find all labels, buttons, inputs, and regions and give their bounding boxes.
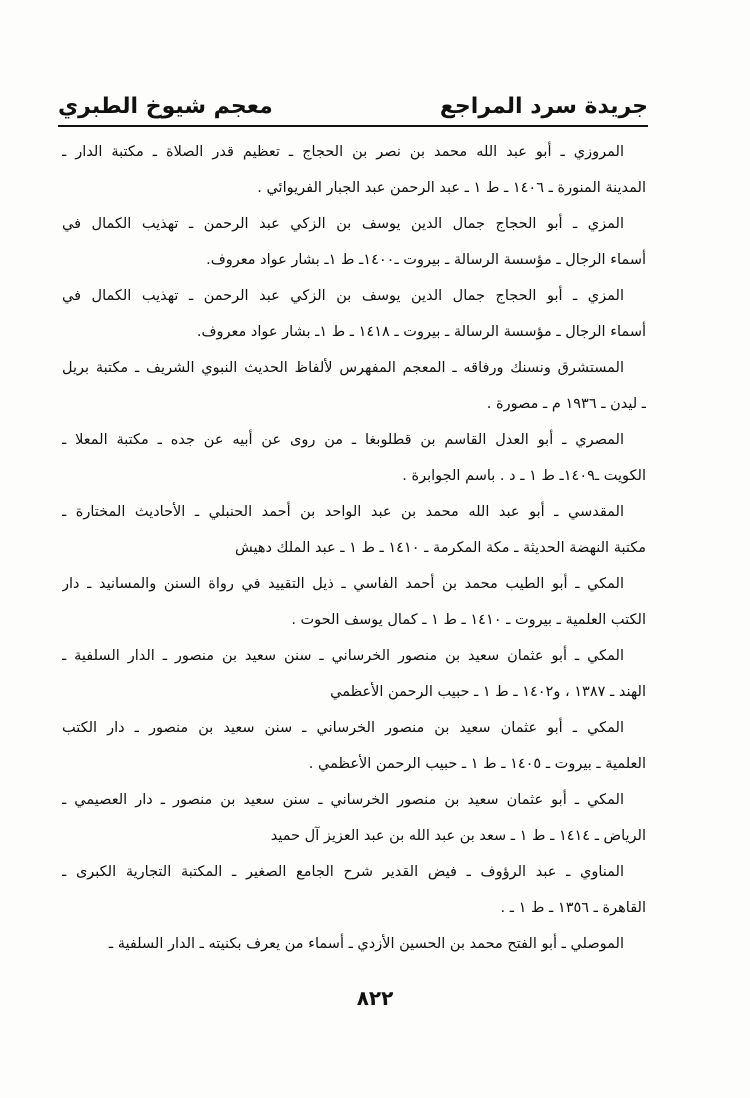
reference-line: الهند ـ ١٣٨٧ ، و١٤٠٢ ـ ط ١ ـ حبيب الرحمن الأعظمي [330, 684, 646, 700]
running-title-right: جريدة سرد المراجع [439, 94, 648, 119]
reference-line: مكتبة النهضة الحديثة ـ مكة المكرمة ـ ١٤١٠ ـ ط ١ ـ عبد الملك دهيش [234, 540, 646, 556]
page-header [58, 82, 648, 126]
reference-entry [62, 134, 646, 206]
reference-line-first: المكي ـ أبو عثمان سعيد بن منصور الخرساني ـ سنن سعيد بن منصور ـ الدار السلفية ـ [62, 648, 624, 664]
reference-line: القاهرة ـ ١٣٥٦ ـ ط ١ ـ . [500, 900, 646, 916]
reference-line-first: المستشرق ونسنك ورفاقه ـ المعجم المفهرس لألفاظ الحديث النبوي الشريف ـ مكتبة بريل [62, 360, 624, 376]
reference-entry [62, 710, 646, 782]
reference-line: المدينة المنورة ـ ١٤٠٦ ـ ط ١ ـ عبد الرحمن عبد الجبار الفريوائي . [257, 180, 646, 196]
reference-entry [62, 278, 646, 350]
reference-entry [62, 854, 646, 926]
reference-entry [62, 206, 646, 278]
reference-line-first: المقدسي ـ أبو عبد الله محمد بن عبد الواحد بن أحمد الحنبلي ـ الأحاديث المختارة ـ [62, 504, 624, 520]
reference-line: الكويت ـ١٤٠٩ـ ط ١ ـ د . باسم الجوابرة . [402, 468, 646, 484]
reference-line-first: المروزي ـ أبو عبد الله محمد بن نصر بن الحجاج ـ تعظيم قدر الصلاة ـ مكتبة الدار ـ [62, 144, 624, 160]
reference-line: العلمية ـ بيروت ـ ١٤٠٥ ـ ط ١ ـ حبيب الرحمن الأعظمي . [308, 756, 646, 772]
reference-line-first: المكي ـ أبو عثمان سعيد بن منصور الخرساني ـ سنن سعيد بن منصور ـ دار الكتب [62, 720, 624, 736]
reference-line: ـ ليدن ـ ١٩٣٦ م ـ مصورة . [486, 396, 646, 412]
reference-line: الكتب العلمية ـ بيروت ـ ١٤١٠ ـ ط ١ ـ كمال يوسف الحوت . [291, 612, 646, 628]
reference-entry [62, 782, 646, 854]
header-rule [58, 125, 648, 127]
reference-entry [62, 494, 646, 566]
reference-line-first: الموصلي ـ أبو الفتح محمد بن الحسين الأزدي ـ أسماء من يعرف بكنيته ـ الدار السلفية ـ [108, 936, 624, 952]
reference-entry [62, 422, 646, 494]
page-number: ٨٢٢ [356, 986, 394, 1010]
reference-entry [62, 566, 646, 638]
reference-line: أسماء الرجال ـ مؤسسة الرسالة ـ بيروت ـ ١٤١٨ ـ ط ١ـ بشار عواد معروف. [196, 324, 646, 340]
running-title-left: معجم شيوخ الطبري [58, 94, 273, 119]
reference-entry [62, 926, 646, 962]
reference-line: الرياض ـ ١٤١٤ ـ ط ١ ـ سعد بن عبد الله بن عبد العزيز آل حميد [270, 828, 646, 844]
reference-entry [62, 638, 646, 710]
reference-line-first: المناوي ـ عبد الرؤوف ـ فيض القدير شرح الجامع الصغير ـ المكتبة التجارية الكبرى ـ [62, 864, 624, 880]
reference-entry [62, 350, 646, 422]
reference-line-first: المكي ـ أبو الطيب محمد بن أحمد الفاسي ـ ذيل التقييد في رواة السنن والمسانيد ـ دار [62, 576, 624, 592]
reference-list [62, 134, 646, 962]
reference-line-first: المزي ـ أبو الحجاج جمال الدين يوسف بن الزكي عبد الرحمن ـ تهذيب الكمال في [62, 288, 624, 304]
reference-line-first: المصري ـ أبو العدل القاسم بن قطلوبغا ـ من روى عن أبيه عن جده ـ مكتبة المعلا ـ [62, 432, 624, 448]
reference-line: أسماء الرجال ـ مؤسسة الرسالة ـ بيروت ـ١٤٠٠ـ ط ١ـ بشار عواد معروف. [206, 252, 646, 268]
reference-line-first: المزي ـ أبو الحجاج جمال الدين يوسف بن الزكي عبد الرحمن ـ تهذيب الكمال في [62, 216, 624, 232]
reference-line-first: المكي ـ أبو عثمان سعيد بن منصور الخرساني ـ سنن سعيد بن منصور ـ دار العصيمي ـ [62, 792, 624, 808]
